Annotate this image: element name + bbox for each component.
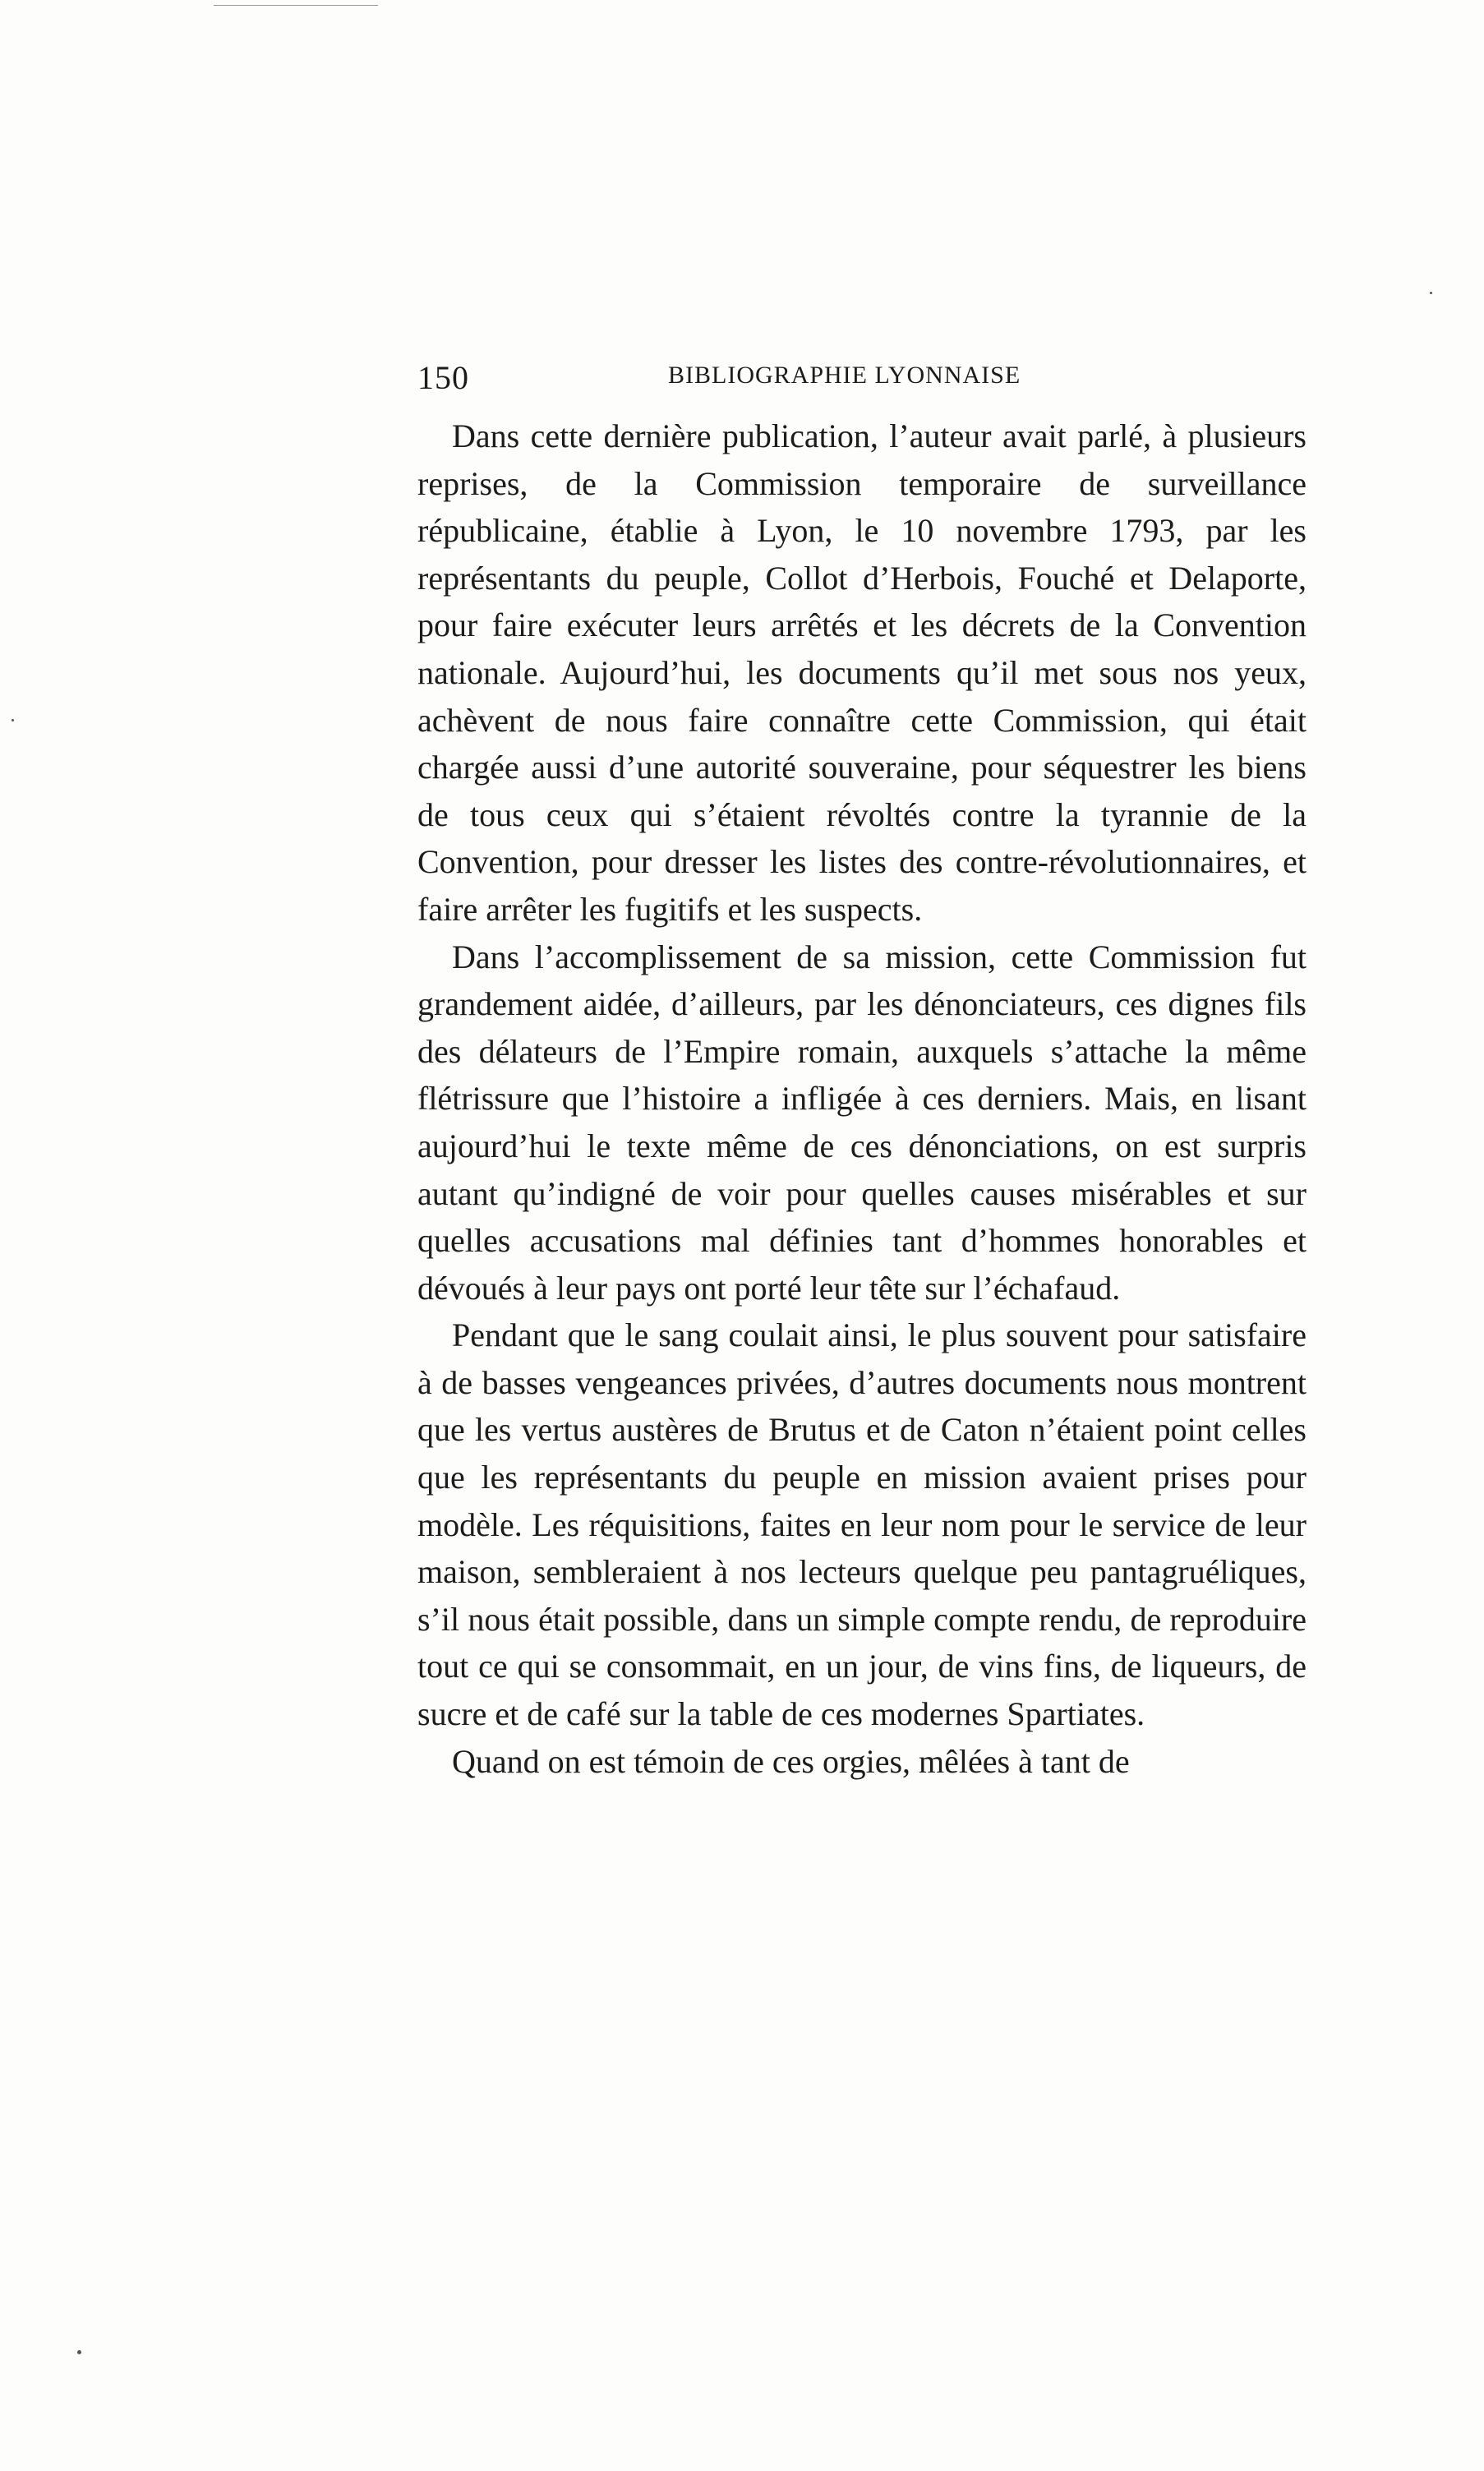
running-title: BIBLIOGRAPHIE LYONNAISE — [668, 362, 1021, 389]
page-number: 150 — [417, 359, 469, 396]
paragraph: Pendant que le sang coulait ainsi, le plus souvent pour satisfaire à de basses vengeances privées, d’autres documents nous montrent que les vertus austères de Brutus et de Caton n’étaient point celles que les représentants du peuple en mission avaient prises pour modèle. Les réquisitions, faites en leur nom pour le service de leur maison, sembleraient à nos lecteurs quelque peu pantagruéliques, s’il nous était possible, dans un simple compte rendu, de reproduire tout ce qui se consommait, en un jour, de vins fins, de liqueurs, de sucre et de café sur la table de ces modernes Spartiates. — [417, 1316, 1307, 1733]
ink-speck — [77, 2350, 81, 2354]
ink-speck — [1430, 292, 1432, 294]
ink-speck — [12, 719, 14, 721]
paragraph: Quand on est témoin de ces orgies, mêlées à tant de — [452, 1742, 1130, 1780]
scan-edge-line — [214, 5, 378, 6]
paragraph: Dans l’accomplissement de sa mission, cette Commission fut grandement aidée, d’ailleurs, par les dénonciateurs, ces dignes fils des délateurs de l’Empire romain, auxquels s’attache la même flétrissure que l’histoire a infligée à ces derniers. Mais, en lisant aujourd’hui le texte même de ces dénonciations, on est surpris autant qu’indigné de voir pour quelles causes misérables et sur quelles accusations mal définies tant d’hommes honorables et dévoués à leur pays ont porté leur tête sur l’échafaud. — [417, 938, 1307, 1307]
paragraph: Dans cette dernière publication, l’auteur avait parlé, à plusieurs reprises, de la Commission temporaire de surveillance républicaine, établie à Lyon, le 10 novembre 1793, par les représentants du peuple, Collot d’Herbois, Fouché et Delaporte, pour faire exécuter leurs arrêtés et les décrets de la Convention nationale. Aujourd’hui, les documents qu’il met sous nos yeux, achèvent de nous faire connaître cette Commission, qui était chargée aussi d’une autorité souveraine, pour séquestrer les biens de tous ceux qui s’étaient révoltés contre la tyrannie de la Convention, pour dresser les listes des contre-révolutionnaires, et faire arrêter les fugitifs et les suspects. — [417, 417, 1307, 928]
body-text — [417, 413, 1307, 1785]
running-head — [417, 358, 1307, 408]
